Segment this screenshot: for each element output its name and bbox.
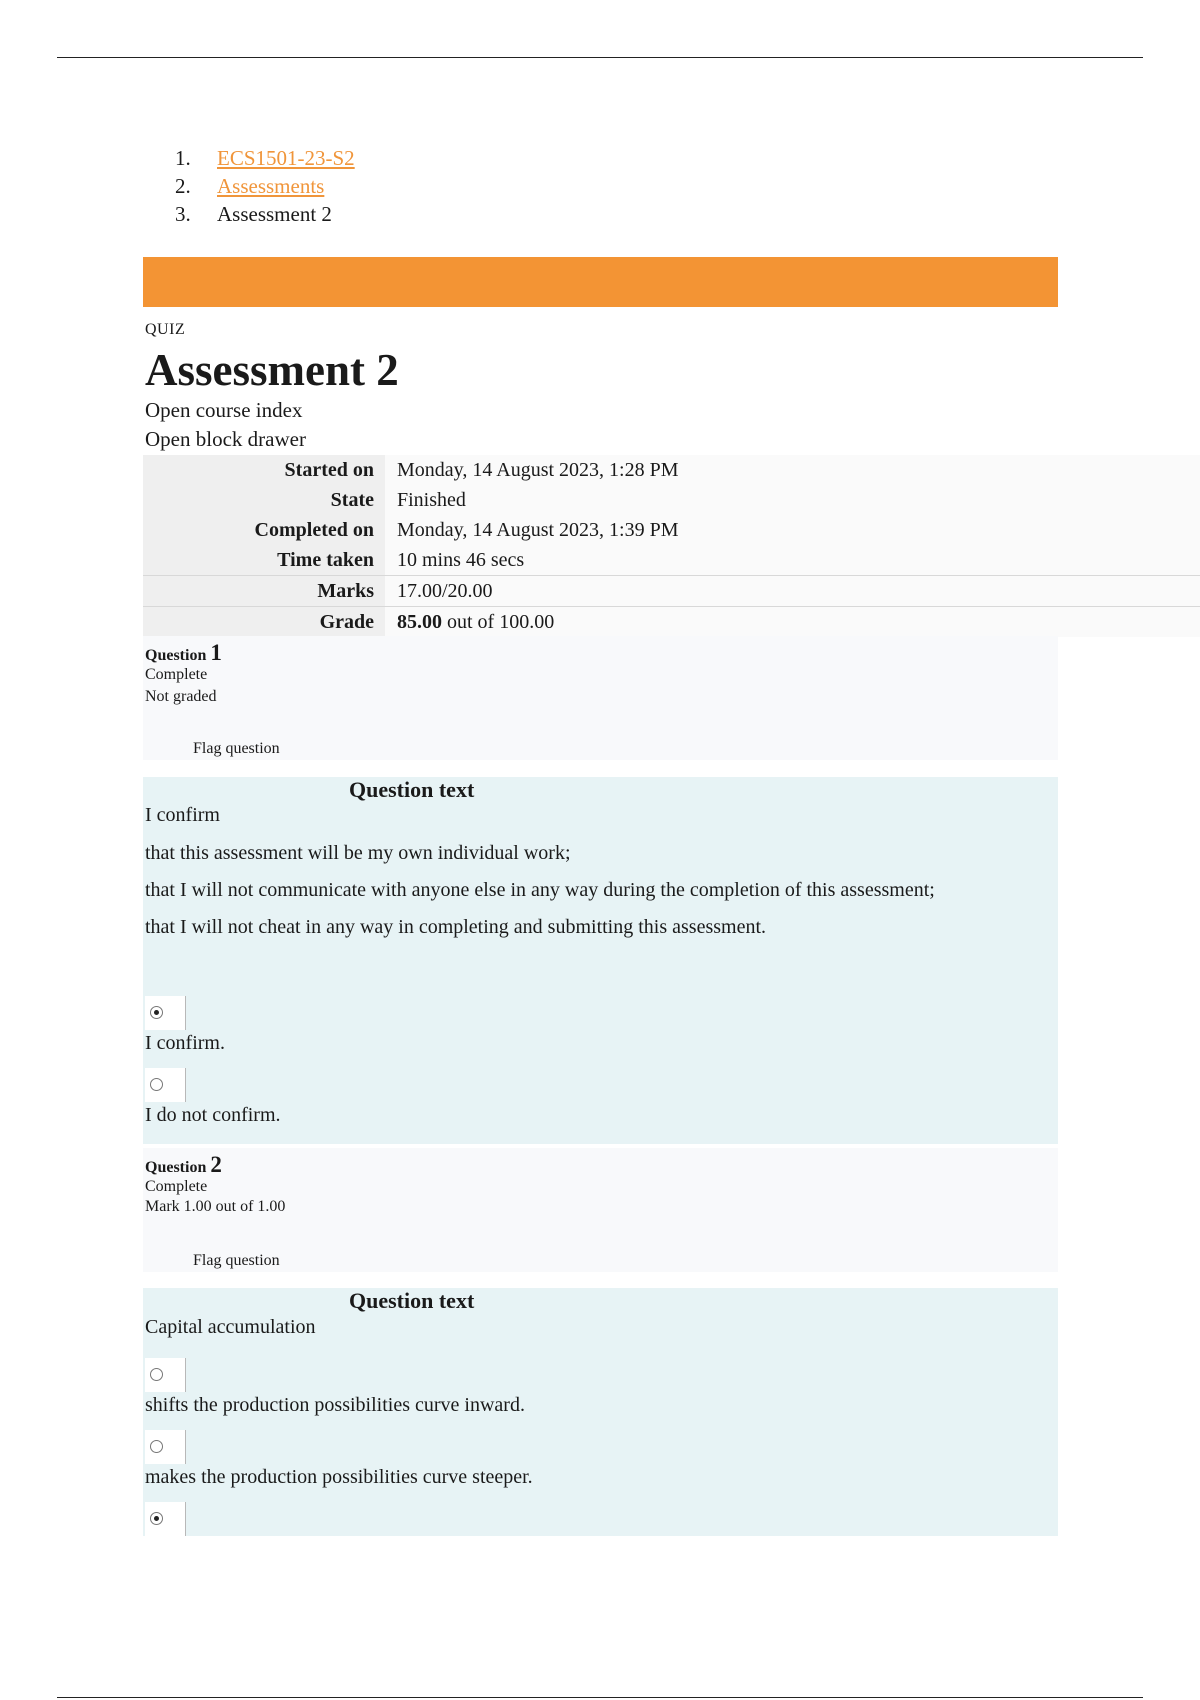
summary-label: Started on — [143, 455, 385, 485]
grade-value: 85.00 — [397, 610, 442, 633]
summary-value: Monday, 14 August 2023, 1:39 PM — [385, 515, 1200, 545]
page-title: Assessment 2 — [145, 345, 399, 395]
question-number-value: 2 — [210, 1152, 222, 1177]
question-2-content — [143, 1288, 1058, 1536]
question-status: Complete — [145, 1178, 208, 1195]
summary-value: 10 mins 46 secs — [385, 545, 1200, 576]
breadcrumb-number: 1. — [175, 146, 191, 170]
question-text-heading: Question text — [349, 777, 475, 802]
summary-row-completed — [143, 515, 1200, 545]
summary-label: State — [143, 485, 385, 515]
radio-button[interactable] — [150, 1440, 163, 1453]
answer-option-label[interactable]: makes the production possibilities curve steeper. — [145, 1466, 533, 1488]
question-text-line: Capital accumulation — [145, 1316, 316, 1338]
question-mark: Mark 1.00 out of 1.00 — [145, 1198, 286, 1215]
question-number-value: 1 — [210, 640, 222, 665]
attempt-summary-table — [143, 455, 1200, 637]
summary-value: Finished — [385, 485, 1200, 515]
answer-option-radio-wrapper — [145, 1502, 186, 1536]
summary-label: Grade — [143, 607, 385, 638]
summary-row-grade — [143, 607, 1200, 638]
open-course-index-link[interactable]: Open course index — [145, 398, 303, 422]
question-2-info — [143, 1148, 1058, 1272]
question-status: Complete — [145, 666, 208, 683]
radio-button-checked[interactable] — [150, 1512, 163, 1525]
question-text-heading: Question text — [349, 1288, 475, 1313]
breadcrumb-number: 2. — [175, 174, 191, 198]
breadcrumb-link-course[interactable]: ECS1501-23-S2 — [217, 146, 355, 170]
answer-option-radio-wrapper — [145, 1430, 186, 1464]
question-text-line: I confirm — [145, 804, 220, 826]
summary-value — [385, 607, 1200, 638]
radio-button[interactable] — [150, 1078, 163, 1091]
summary-value: 17.00/20.00 — [385, 576, 1200, 607]
breadcrumb-item-course — [175, 144, 355, 172]
summary-label: Marks — [143, 576, 385, 607]
radio-button[interactable] — [150, 1368, 163, 1381]
flag-question-button[interactable]: Flag question — [193, 740, 280, 757]
grade-out-of: out of 100.00 — [442, 610, 555, 633]
summary-value: Monday, 14 August 2023, 1:28 PM — [385, 455, 1200, 485]
question-number — [145, 640, 222, 666]
summary-label: Completed on — [143, 515, 385, 545]
breadcrumb-item-assessments — [175, 172, 355, 200]
answer-option-label[interactable]: I do not confirm. — [145, 1104, 281, 1126]
question-mark: Not graded — [145, 688, 217, 705]
question-1-content — [143, 777, 1058, 1144]
question-text-line: that this assessment will be my own individual work; — [145, 842, 571, 864]
top-rule — [57, 57, 1143, 58]
summary-row-state — [143, 485, 1200, 515]
question-1-info — [143, 636, 1058, 760]
question-number — [145, 1152, 222, 1178]
question-label: Question — [145, 1159, 207, 1176]
radio-button-checked[interactable] — [150, 1006, 163, 1019]
summary-row-time-taken — [143, 545, 1200, 576]
answer-option-radio-wrapper — [145, 996, 186, 1030]
activity-type-label: QUIZ — [145, 321, 186, 338]
question-text-line: that I will not cheat in any way in completing and submitting this assessment. — [145, 916, 767, 938]
breadcrumb-number: 3. — [175, 202, 191, 226]
breadcrumb — [175, 144, 355, 228]
breadcrumb-item-current — [175, 200, 355, 228]
question-text-line: that I will not communicate with anyone else in any way during the completion of this assessment; — [145, 879, 935, 901]
answer-option-label[interactable]: I confirm. — [145, 1032, 225, 1054]
answer-option-radio-wrapper — [145, 1068, 186, 1102]
header-banner — [143, 257, 1058, 307]
question-label: Question — [145, 647, 207, 664]
summary-row-marks — [143, 576, 1200, 607]
flag-question-button[interactable]: Flag question — [193, 1252, 280, 1269]
breadcrumb-link-assessments[interactable]: Assessments — [217, 174, 325, 198]
breadcrumb-current-label: Assessment 2 — [217, 202, 332, 226]
bottom-rule — [57, 1697, 1143, 1698]
answer-option-radio-wrapper — [145, 1358, 186, 1392]
summary-label: Time taken — [143, 545, 385, 576]
summary-row-started — [143, 455, 1200, 485]
answer-option-label[interactable]: shifts the production possibilities curve inward. — [145, 1394, 525, 1416]
open-block-drawer-link[interactable]: Open block drawer — [145, 427, 306, 451]
